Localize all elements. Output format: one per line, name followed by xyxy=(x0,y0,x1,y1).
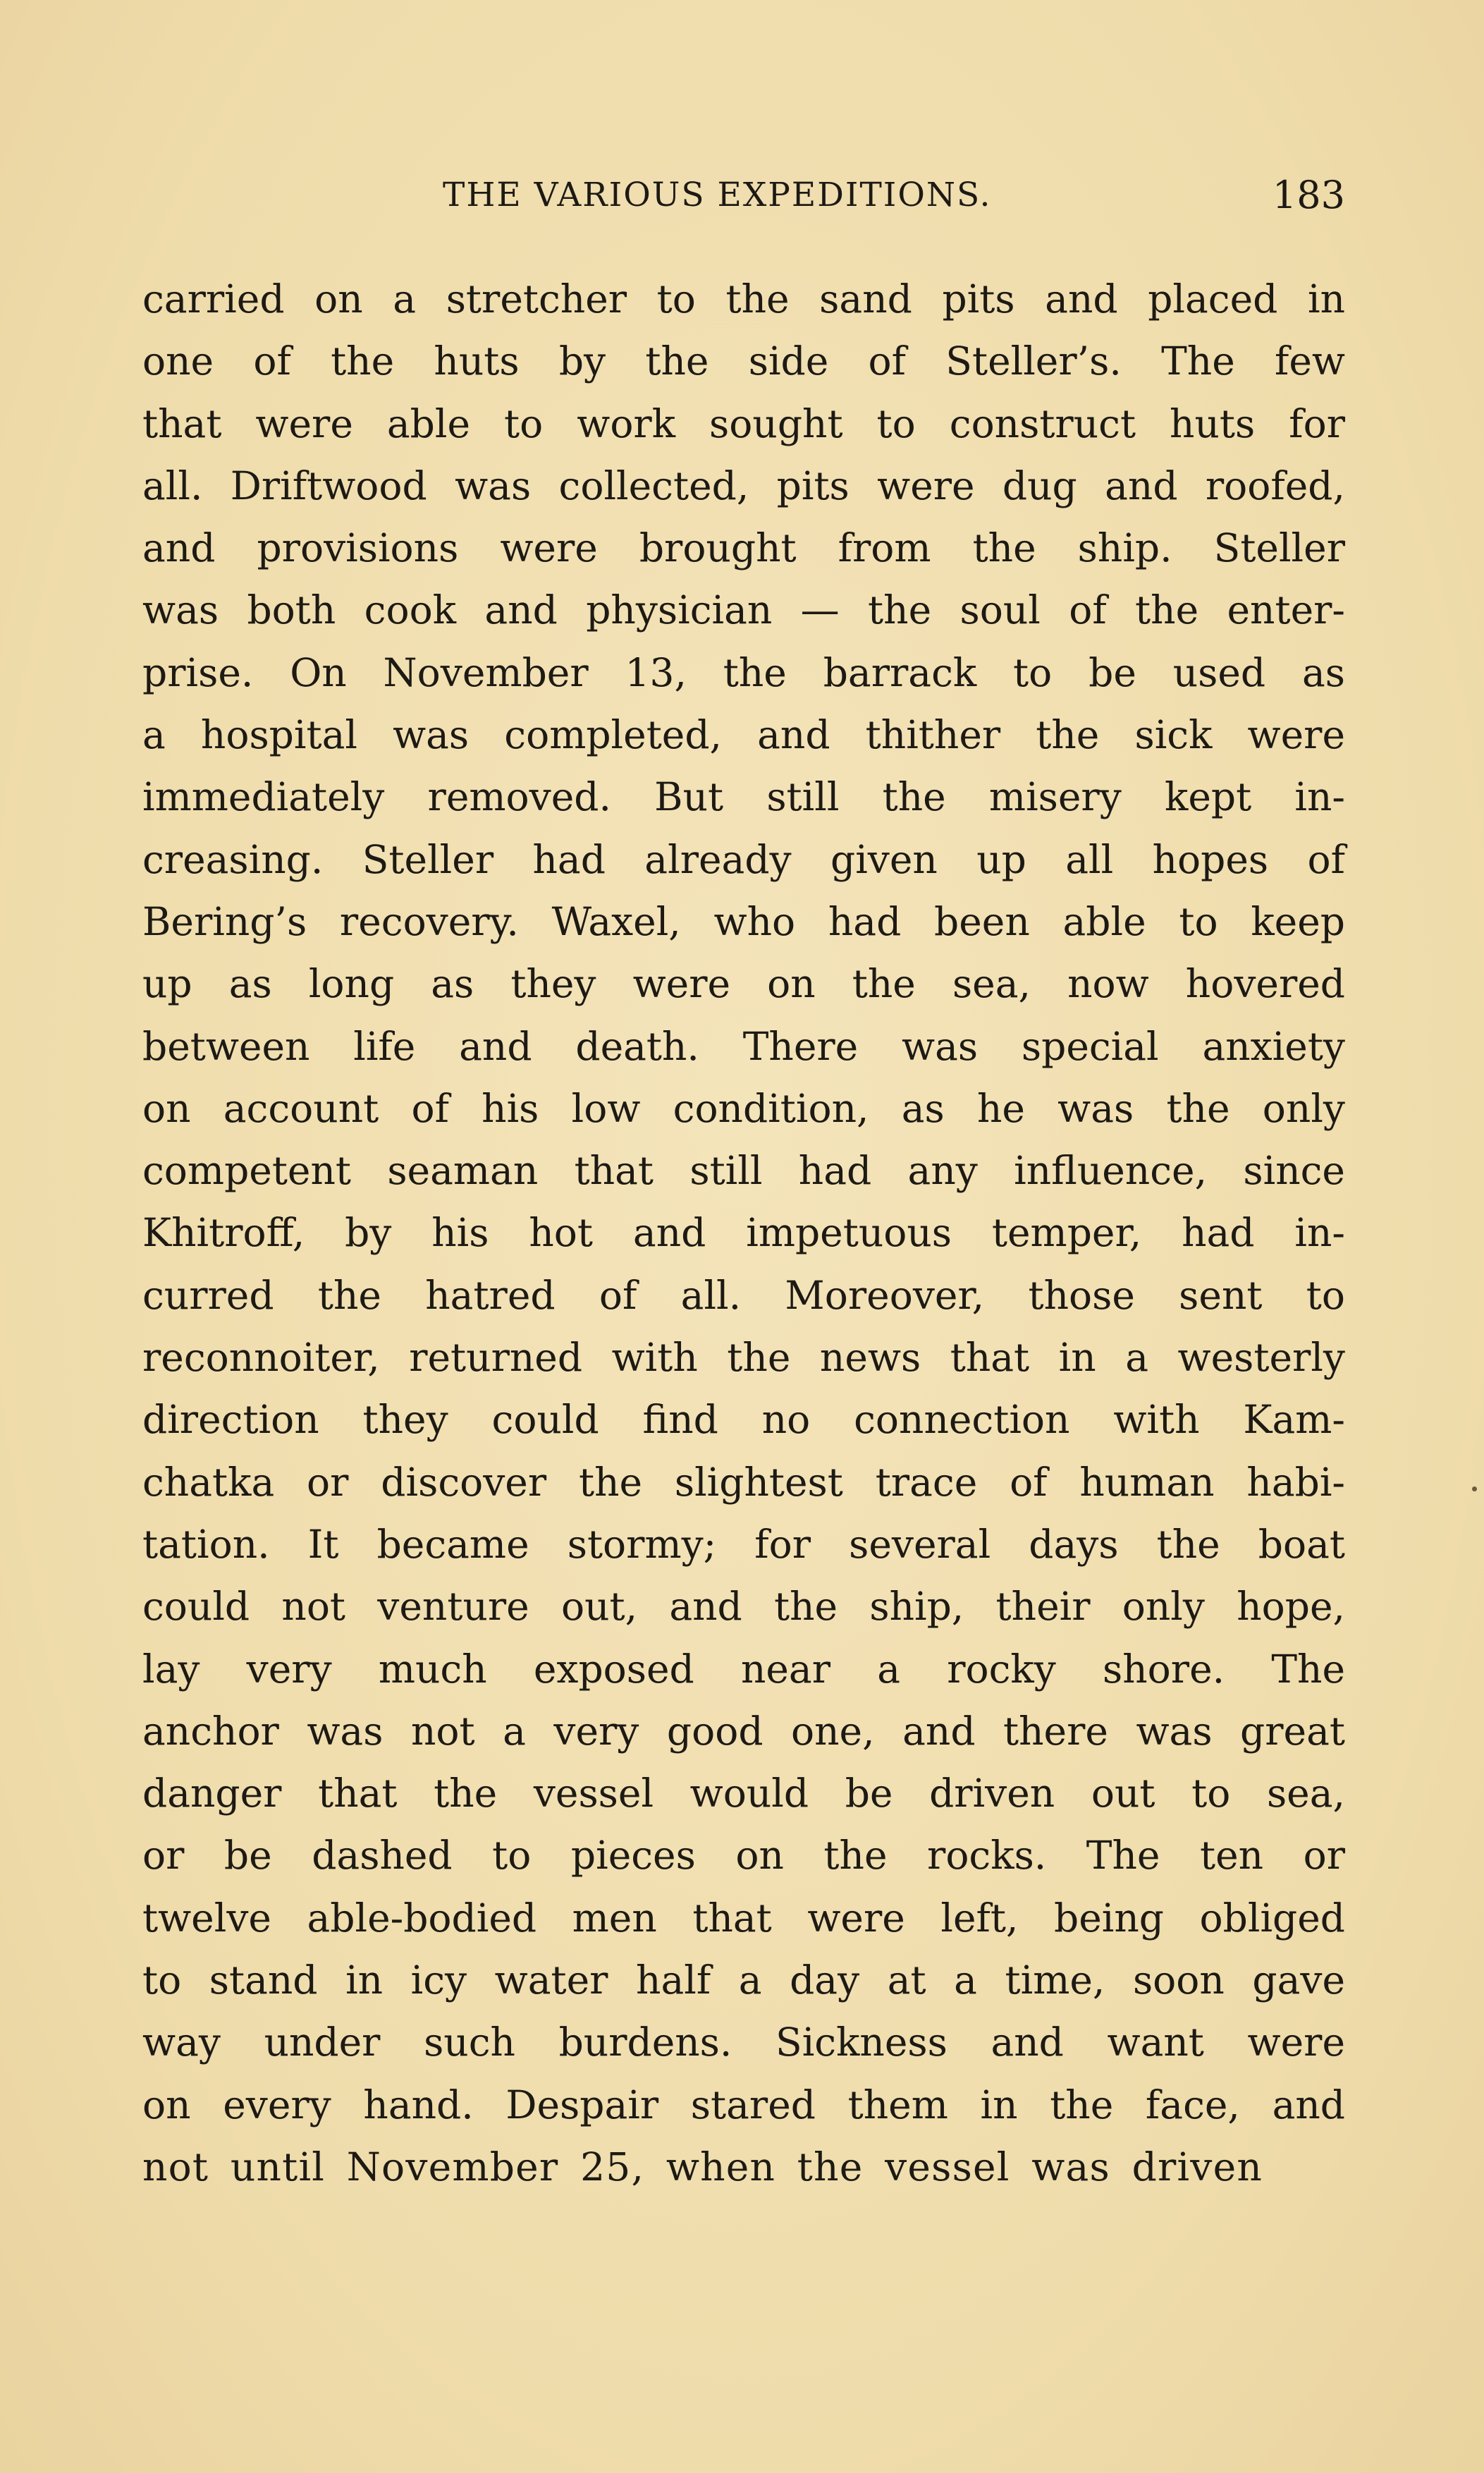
paper-speck xyxy=(1472,1486,1477,1491)
text-line: on account of his low condition, as he was the only xyxy=(142,1085,1345,1131)
text-line: anchor was not a very good one, and there was great xyxy=(142,1708,1345,1754)
text-line: to stand in icy water half a day at a time, soon gave xyxy=(142,1958,1345,2003)
text-line: immediately removed. But still the misery kept in- xyxy=(142,774,1345,820)
text-line: up as long as they were on the sea, now hovered xyxy=(142,961,1345,1007)
text-line: was both cook and physician — the soul of the enter- xyxy=(142,587,1345,633)
text-line: twelve able-bodied men that were left, being obliged xyxy=(142,1895,1345,1941)
text-line: all. Driftwood was collected, pits were dug and roofed, xyxy=(142,463,1345,508)
text-line: lay very much exposed near a rocky shore. The xyxy=(142,1646,1345,1692)
text-line: curred the hatred of all. Moreover, those sent to xyxy=(142,1272,1345,1318)
text-line: between life and death. There was special anxiety xyxy=(142,1023,1345,1069)
text-line: and provisions were brought from the ship. Steller xyxy=(142,525,1345,571)
page-number: 183 xyxy=(1272,173,1345,217)
text-line: prise. On November 13, the barrack to be used as xyxy=(142,649,1345,695)
text-line: creasing. Steller had already given up all hopes of xyxy=(142,836,1345,882)
text-line: Bering’s recovery. Waxel, who had been able to keep xyxy=(142,898,1345,944)
text-line: tation. It became stormy; for several days the boat xyxy=(142,1521,1345,1567)
page-header xyxy=(443,171,1345,220)
text-line: reconnoiter, returned with the news that in a westerly xyxy=(142,1335,1345,1381)
text-line: way under such burdens. Sickness and want were xyxy=(142,2020,1345,2065)
text-line: Khitroff, by his hot and impetuous temper, had in- xyxy=(142,1210,1345,1256)
text-line: danger that the vessel would be driven out to sea, xyxy=(142,1771,1345,1816)
text-line: chatka or discover the slightest trace of human habi- xyxy=(142,1459,1345,1505)
body-text xyxy=(142,268,1345,2198)
text-line: not until November 25, when the vessel was driven xyxy=(142,2144,1263,2190)
text-line: that were able to work sought to construct huts for xyxy=(142,401,1345,446)
running-head: THE VARIOUS EXPEDITIONS. xyxy=(443,176,992,214)
text-line: a hospital was completed, and thither the sick were xyxy=(142,712,1345,758)
text-line: could not venture out, and the ship, their only hope, xyxy=(142,1584,1345,1630)
text-line: carried on a stretcher to the sand pits and placed in xyxy=(142,276,1345,322)
text-line: one of the huts by the side of Steller’s. The few xyxy=(142,338,1345,384)
text-line: competent seaman that still had any influence, since xyxy=(142,1148,1345,1194)
text-line: direction they could find no connection with Kam- xyxy=(142,1397,1345,1443)
text-line: or be dashed to pieces on the rocks. The ten or xyxy=(142,1833,1345,1879)
text-line: on every hand. Despair stared them in the face, and xyxy=(142,2082,1345,2127)
